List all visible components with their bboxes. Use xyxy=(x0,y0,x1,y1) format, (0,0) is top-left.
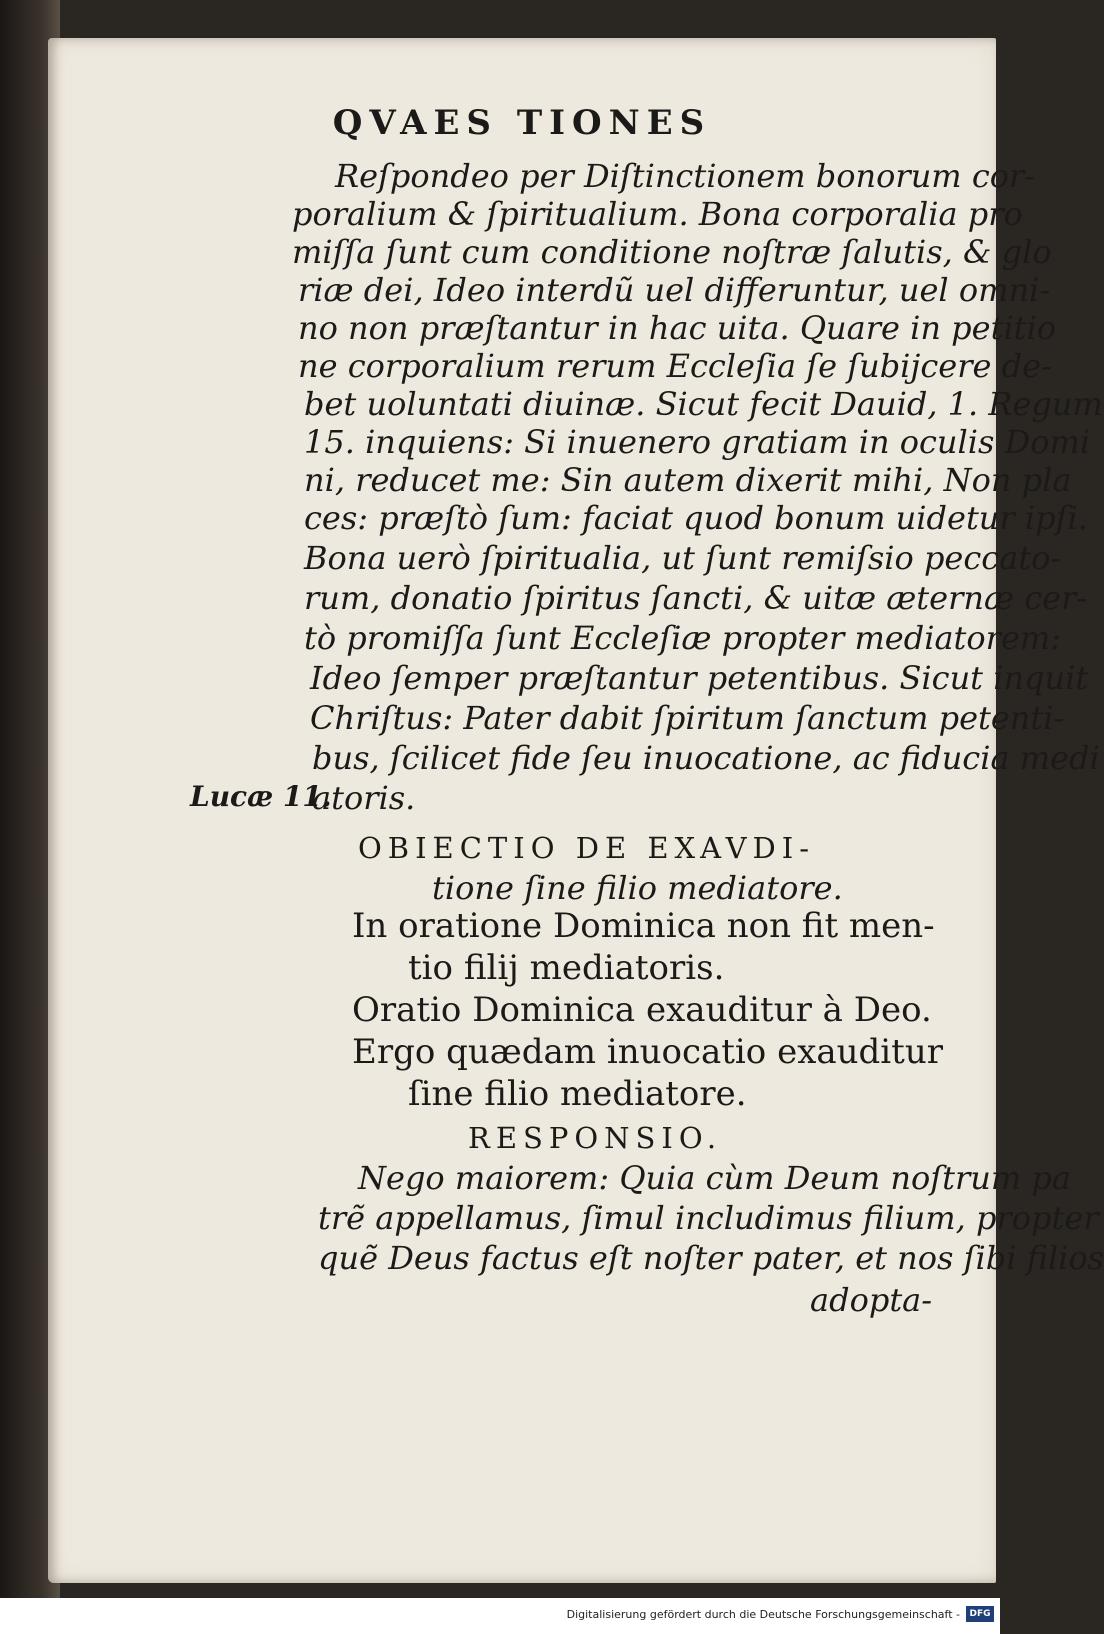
objection-subtitle: tione ſine filio mediatore. xyxy=(432,869,843,907)
digitization-footer xyxy=(0,1598,1000,1634)
text-line: Reſpondeo per Diſtinctionem bonorum cor- xyxy=(335,157,1036,195)
syllogism-line: tio filij mediatoris. xyxy=(408,948,725,988)
text-line: 15. inquiens: Si inuenero gratiam in oculis Domi xyxy=(304,423,1091,461)
text-line: Ideo ſemper præſtantur petentibus. Sicut inquit xyxy=(310,659,1089,697)
objection-title: OBIECTIO DE EXAVDI- xyxy=(358,831,816,865)
text-line: bet uoluntati diuinæ. Sicut fecit Dauid, 1. Regum xyxy=(304,385,1103,423)
running-title: QVAES TIONES xyxy=(332,103,712,143)
text-line: Bona uerò ſpiritualia, ut ſunt remiſsio peccato- xyxy=(304,539,1062,577)
text-line: bus, ſcilicet fide ſeu inuocatione, ac fiducia medi xyxy=(312,739,1100,777)
text-line: poralium & ſpiritualium. Bona corporalia pro xyxy=(292,195,1023,233)
response-heading: RESPONSIO. xyxy=(468,1121,723,1155)
marginal-reference: Lucæ 11. xyxy=(190,780,332,813)
catchword: adopta- xyxy=(810,1281,933,1319)
syllogism-line: Oratio Dominica exauditur à Deo. xyxy=(352,990,932,1030)
text-line: atoris. xyxy=(312,779,416,817)
dfg-logo: DFG xyxy=(966,1606,994,1622)
text-line: ni, reducet me: Sin autem dixerit mihi, Non pla xyxy=(304,461,1072,499)
text-line: tò promiſſa ſunt Eccleſiæ propter mediatorem: xyxy=(304,619,1062,657)
syllogism-line: In oratione Dominica non fit men- xyxy=(352,906,935,946)
syllogism-line: Ergo quædam inuocatio exauditur xyxy=(352,1032,943,1072)
text-line: Nego maiorem: Quia cùm Deum noſtrum pa xyxy=(358,1159,1071,1197)
book-page xyxy=(48,38,1104,1583)
text-line: Chriſtus: Pater dabit ſpiritum ſanctum petenti- xyxy=(310,699,1065,737)
text-line: miſſa ſunt cum conditione noſtræ ſalutis, & glo xyxy=(292,233,1052,271)
text-line: quẽ Deus factus eſt noſter pater, et nos ſibi filios xyxy=(318,1239,1104,1277)
text-line: no non præſtantur in hac uita. Quare in petitio xyxy=(298,309,1057,347)
text-line: ne corporalium rerum Eccleſia ſe ſubijcere de- xyxy=(298,347,1052,385)
text-line: trẽ appellamus, ſimul includimus filium, propter xyxy=(318,1199,1099,1237)
text-line: ces: præſtò ſum: faciat quod bonum uidetur ipſi. xyxy=(304,499,1088,537)
text-line: rum, donatio ſpiritus ſancti, & uitæ æternæ cer- xyxy=(304,579,1088,617)
funding-credit: Digitalisierung gefördert durch die Deutsche Forschungsgemeinschaft - xyxy=(566,1608,960,1621)
syllogism-line: ſine filio mediatore. xyxy=(408,1074,747,1114)
text-line: riæ dei, Ideo interdũ uel differuntur, uel omni- xyxy=(298,271,1051,309)
